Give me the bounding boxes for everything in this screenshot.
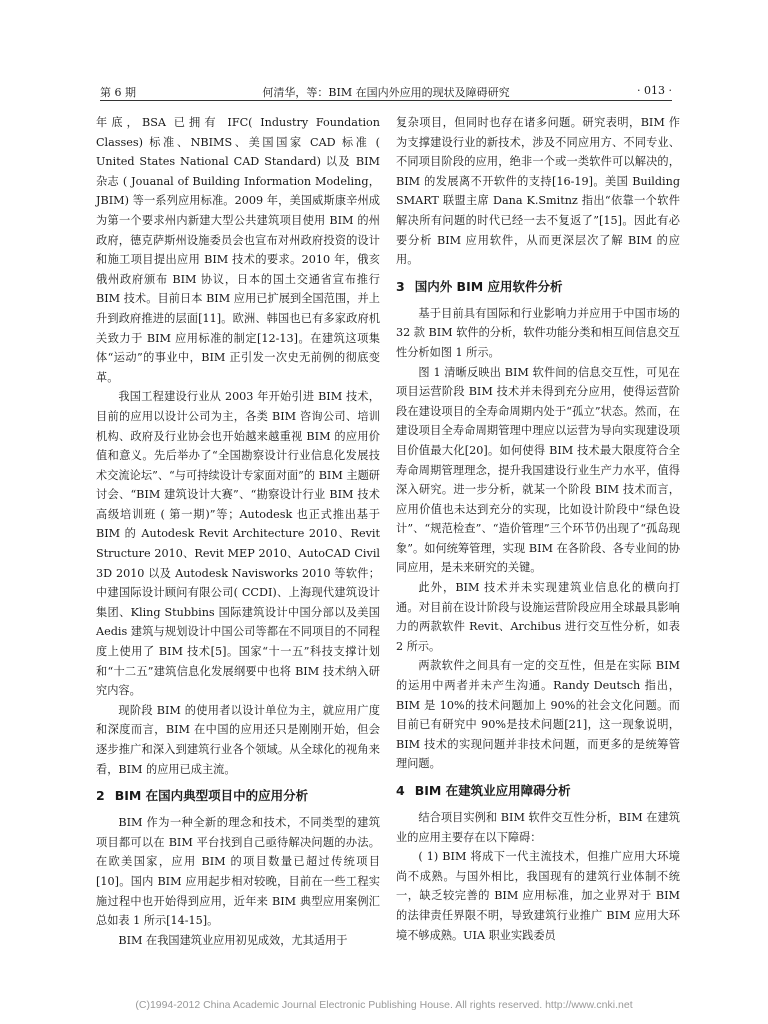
body-paragraph: ( 1) BIM 将成下一代主流技术，但推广应用大环境尚不成熟。与国外相比，我国现有的建筑行业体制不统一，缺乏较完善的 BIM 应用标准，加之业界对于 BIM 的法律责任界限不明，导致建筑行业推广 BIM 应用大环境不够成熟。UIA 职业实践委员 — [396, 850, 680, 942]
section-number: 4 — [396, 783, 405, 798]
left-column — [96, 113, 380, 950]
body-paragraph: 结合项目实例和 BIM 软件交互性分析，BIM 在建筑业的应用主要存在以下障碍： — [396, 811, 680, 844]
body-paragraph: BIM 在我国建筑业应用初见成效，尤其适用于 — [118, 933, 348, 947]
section-number: 3 — [396, 278, 405, 294]
body-paragraph: 此外，BIM 技术并未实现建筑业信息化的横向打通。对目前在设计阶段与设施运营阶段应用全球最具影响力的两款软件 Revit、Archibus 进行交互性分析，如表 2 所示。 — [396, 581, 680, 653]
copyright-footer: (C)1994-2012 China Academic Journal Electronic Publishing House. All rights reserved. http://www.cnki.net — [135, 999, 633, 1011]
section-title: BIM 在国内典型项目中的应用分析 — [114, 788, 309, 804]
section-title: 国内外 BIM 应用软件分析 — [414, 278, 563, 294]
page-number: · 013 · — [637, 84, 672, 97]
body-paragraph: 图 1 清晰反映出 BIM 软件间的信息交互性，可见在项目运营阶段 BIM 技术并未得到充分应用，使得运营阶段在建设项目的全寿命周期内处于“孤立”状态。然而，在建设项目全寿命周期管理中理应以运营为导向实现建设项目价值最大化[20]。如何使得 BIM 技术最大限度符合全寿命周期管理理念，提升我国建设行业生产力水平，值得深入研究。进一步分析，就某一个阶段 BIM 技术而言，应用价值也未达到充分的实现，比如设计阶段中“绿色设计”、“规范检查”、“造价管理”三个环节仍出现了“孤岛现象”。如何统筹管理，实现 BIM 在各阶段、各专业间的协同应用，是未来研究的关键。 — [396, 365, 680, 575]
section-heading — [396, 278, 680, 296]
right-column — [396, 113, 680, 945]
body-paragraph: 我国工程建设行业从 2003 年开始引进 BIM 技术，目前的应用以设计公司为主，各类 BIM 咨询公司、培训机构、政府及行业协会也开始越来越重视 BIM 的应用价值和意义。先后举办了“全国勘察设计行业信息化发展技术交流论坛”、“与可持续设计专家面对面”的 BIM 主题研讨会、“BIM 建筑设计大赛”、“勘察设计行业 BIM 技术高级培训班 ( 第一期)”等；Autodesk 也正式推出基于 BIM 的 Autodesk Revit Architecture 2010、Revit Structure 2010、Revit MEP 2010、AutoCAD Civil 3D 2010 以及 Autodesk Navisworks 2010 等软件；中建国际设计顾问有限公司( CCDI)、上海现代建筑设计集团、Kling Stubbins 国际建筑设计中国分部以及美国 Aedis 建筑与规划设计中国公司等都在不同项目的不同程度上使用了 BIM 技术[5]。国家“十一五”科技支撑计划和“十二五”建筑信息化发展纲要中也将 BIM 技术纳入研究内容。 — [96, 390, 380, 698]
section-title: BIM 在建筑业应用障碍分析 — [414, 783, 571, 798]
section-heading — [396, 782, 680, 800]
section-heading — [96, 787, 380, 805]
body-paragraph: 两款软件之间具有一定的交互性，但是在实际 BIM 的运用中两者并未产生沟通。Randy Deutsch 指出，BIM 是 10%的技术问题加上 90%的社会文化问题。而目前已有研究中 90%是技术问题[21]，这一现象说明，BIM 技术的实现问题并非技术问题，而更多的是统筹管理问题。 — [396, 659, 680, 771]
body-paragraph: 年底，BSA 已拥有 IFC( Industry Foundation Classes) 标准、NBIMS、美国国家 CAD 标准 ( United States National CAD Standard) 以及 BIM 杂志 ( Jouanal of Building Information Modeling，JBIM) 等一系列应用标准。2009 年，美国威斯康辛州成为第一个要求州内新建大型公共建筑项目使用 BIM 的州政府，德克萨斯州设施委员会也宣布对州政府投资的设计和施工项目提出应用 BIM 技术的要求。2010 年，俄亥俄州政府颁布 BIM 协议，日本的国土交通省宣布推行 BIM 技术。目前日本 BIM 应用已扩展到全国范围，并上升到政府推进的层面[11]。欧洲、韩国也已有多家政府机关致力于 BIM 应用标准的制定[12-13]。在建筑这项集体“运动”的事业中，BIM 正引发一次史无前例的彻底变革。 — [96, 116, 380, 384]
body-paragraph: 现阶段 BIM 的使用者以设计单位为主，就应用广度和深度而言，BIM 在中国的应用还只是刚刚开始，但会逐步推广和深入到建筑行业各个领域。从全球化的视角来看，BIM 的应用已成主流。 — [96, 703, 380, 776]
running-title: 何清华，等：BIM 在国内外应用的现状及障碍研究 — [262, 86, 510, 99]
issue-number: 第 6 期 — [100, 86, 136, 99]
body-paragraph: BIM 作为一种全新的理念和技术，不同类型的建筑项目都可以在 BIM 平台找到自己亟待解决问题的办法。在欧美国家，应用 BIM 的项目数量已超过传统项目[10]。国内 BIM 应用起步相对较晚，目前在一些工程实施过程中也开始得到应用，近年来 BIM 典型应用案例汇总如表 1 所示[14-15]。 — [96, 816, 380, 928]
running-header — [100, 82, 672, 101]
section-number: 2 — [96, 788, 105, 804]
body-paragraph: 复杂项目，但同时也存在诸多问题。研究表明，BIM 作为支撑建设行业的新技术，涉及不同应用方、不同专业、不同项目阶段的应用，绝非一个或一类软件可以解决的，BIM 的发展离不开软件的支持[16-19]。美国 Building SMART 联盟主席 Dana K.Smitnz 指出“依靠一个软件解决所有问题的时代已经一去不复返了”[15]。因此有必要分析 BIM 应用软件，从而更深层次了解 BIM 的应用。 — [396, 116, 680, 267]
body-paragraph: 基于目前具有国际和行业影响力并应用于中国市场的 32 款 BIM 软件的分析，软件功能分类和相互间信息交互性分析如图 1 所示。 — [396, 306, 680, 359]
